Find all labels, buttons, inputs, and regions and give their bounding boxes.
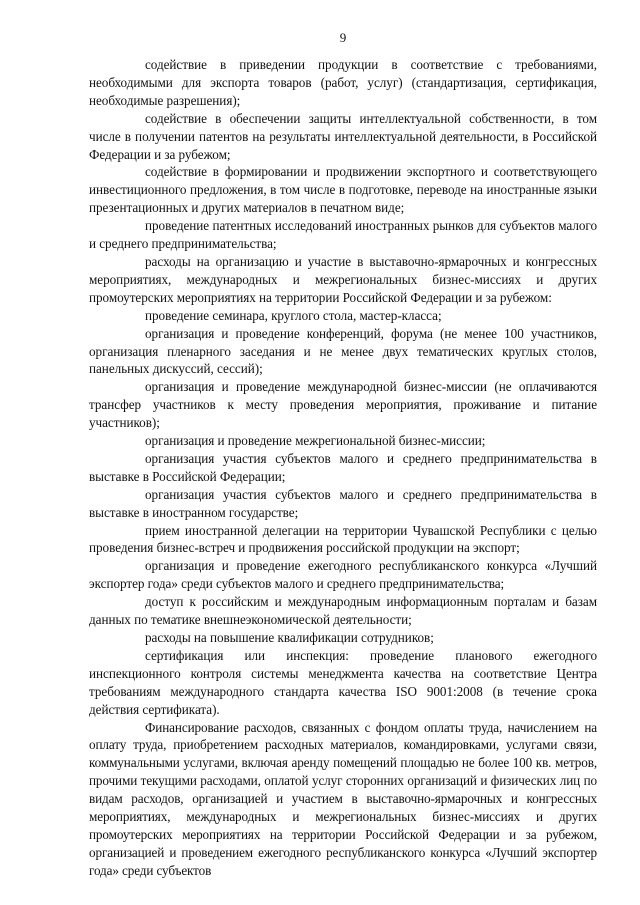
paragraph: организация и проведение международной бизнес-миссии (не оплачиваются трансфер участников к месту проведения мероприятия, проживание и питание участников);	[89, 379, 597, 431]
paragraph: Финансирование расходов, связанных с фондом оплаты труда, начислением на оплату труда, приобретением расходных материалов, командировками, услугами связи, коммунальными услугами, включая аренду помещений площадью не более 100 кв. метров, прочими текущими расходами, оплатой услуг сторонних организаций и физических лиц по видам расходов, организацией и участием в выставочно-ярмарочных и конгрессных мероприятиях, международных и межрегиональных бизнес-миссиях и других промоутерских мероприятиях на территории Российской Федерации и за рубежом, организацией и проведением ежегодного республиканского конкурса «Лучший экспортер года» среди субъектов	[89, 719, 597, 878]
paragraph: расходы на организацию и участие в выставочно-ярмарочных и конгрессных мероприятиях, международных и межрегиональных бизнес-миссиях и других промоутерских мероприятиях на территории Российской Федерации и за рубежом:	[89, 253, 597, 305]
paragraph: содействие в обеспечении защиты интеллектуальной собственности, в том числе в получении патентов на результаты интеллектуальной деятельности, в Российской Федерации и за рубежом;	[89, 110, 597, 162]
document-body	[89, 56, 597, 880]
paragraph: проведение семинара, круглого стола, мастер-класса;	[145, 307, 442, 323]
document-page	[89, 30, 597, 880]
page-number: 9	[339, 30, 347, 45]
paragraph: организация и проведение ежегодного республиканского конкурса «Лучший экспортер года» среди субъектов малого и среднего предпринимательства;	[89, 558, 597, 592]
paragraph: организация участия субъектов малого и среднего предпринимательства в выставке в иностранном государстве;	[89, 486, 597, 520]
paragraph: проведение патентных исследований иностранных рынков для субъектов малого и среднего предпринимательства;	[89, 218, 597, 252]
paragraph: организация и проведение межрегиональной бизнес-миссии;	[145, 433, 486, 449]
paragraph: прием иностранной делегации на территории Чувашской Республики с целью проведения бизнес-встреч и продвижения российской продукции на экспорт;	[89, 522, 597, 556]
paragraph: организация участия субъектов малого и среднего предпринимательства в выставке в Российской Федерации;	[89, 450, 597, 484]
paragraph: расходы на повышение квалификации сотрудников;	[145, 630, 434, 645]
paragraph: содействие в формировании и продвижении экспортного и соответствующего инвестиционного предложения, в том числе в подготовке, переводе на иностранные языки презентационных и других материалов в печатном виде;	[89, 164, 597, 216]
paragraph: организация и проведение конференций, форума (не менее 100 участников, организация пленарного заседания и не менее двух тематических круглых столов, панельных дискуссий, сессий);	[89, 325, 597, 377]
paragraph: содействие в приведении продукции в соответствие с требованиями, необходимыми для экспорта товаров (работ, услуг) (стандартизация, сертификация, необходимые разрешения);	[89, 57, 597, 108]
paragraph: доступ к российским и международным информационным порталам и базам данных по тематике внешнеэкономической деятельности;	[89, 594, 597, 628]
paragraph: сертификация или инспекция: проведение планового ежегодного инспекционного контроля системы менеджмента качества на соответствие Центра требованиям международного стандарта качества ISO 9001:2008 (в течение срока действия сертификата).	[89, 647, 597, 717]
